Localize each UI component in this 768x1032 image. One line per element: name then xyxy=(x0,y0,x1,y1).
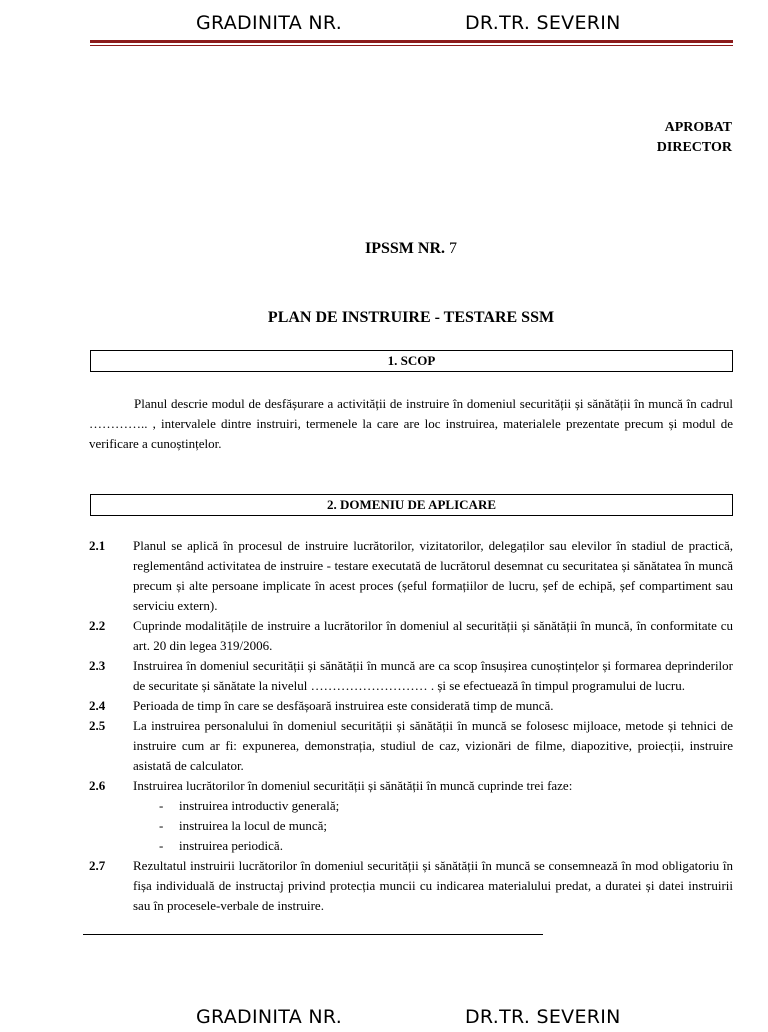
page-footer xyxy=(0,1006,768,1032)
header-rule-thick xyxy=(90,40,733,43)
scope-paragraph: Planul descrie modul de desfășurare a activității de instruire în domeniul securității și sănătății în muncă în cadrul ………….. , intervalele dintre instruiri, termenele la care are loc instruirea, materialele prezentate precum și modul de verificare a cunoștințelor. xyxy=(89,396,733,451)
phase-text: instruirea periodică. xyxy=(179,838,283,853)
footer-city: DR.TR. SEVERIN xyxy=(465,1006,621,1028)
item-text: Perioada de timp în care se desfășoară instruirea este considerată timp de muncă. xyxy=(133,698,554,713)
phase-dash: - xyxy=(159,838,164,853)
approval-role: DIRECTOR xyxy=(656,140,732,155)
page-header xyxy=(0,12,768,38)
item-number: 2.4 xyxy=(89,698,106,713)
header-city: DR.TR. SEVERIN xyxy=(465,12,621,34)
phase-text: instruirea introductiv generală; xyxy=(179,798,340,813)
footer-kindergarten-number: GRADINITA NR. xyxy=(196,1006,343,1028)
item-text: Rezultatul instruirii lucrătorilor în domeniul securității și sănătății în muncă se consemnează în mod obligatoriu în fișa individuală de instructaj privind protecția muncii cu indicarea materialului predat, a duratei și datei instruirii sau în procesele-verbale de instruire. xyxy=(133,858,733,913)
application-domain-list xyxy=(89,536,733,916)
item-number: 2.3 xyxy=(89,658,106,673)
item-number: 2.6 xyxy=(89,778,106,793)
list-item xyxy=(89,616,733,656)
item-text: Cuprinde modalitățile de instruire a lucrătorilor în domeniul al securității și sănătății în muncă, în conformitate cu art. 20 din legea 319/2006. xyxy=(133,618,733,653)
section-heading-scope: 1. SCOP xyxy=(90,350,733,372)
list-item xyxy=(89,536,733,616)
list-item xyxy=(89,696,733,716)
footnote-separator xyxy=(83,934,543,935)
item-number: 2.2 xyxy=(89,618,106,633)
document-number-label: IPSSM NR. xyxy=(364,240,445,257)
list-item xyxy=(89,776,733,796)
item-text: Planul se aplică în procesul de instruire lucrătorilor, vizitatorilor, delegaților sau elevilor în stadiul de practică, reglementând activitatea de instruire - testare executată de lucrătorul desemnat cu securitatea și sănătatea în muncă precum și alte persoane implicate în acest proces (șeful formațiilor de lucru, șef de echipă, șef compartiment sau serviciu extern). xyxy=(133,538,733,613)
phase-item xyxy=(89,816,733,836)
item-text: Instruirea lucrătorilor în domeniul securității și sănătății în muncă cuprinde trei faze: xyxy=(133,778,573,793)
phase-dash: - xyxy=(159,818,164,833)
item-number: 2.7 xyxy=(89,858,106,873)
item-text: Instruirea în domeniul securității și sănătății în muncă are ca scop însușirea cunoștințelor și formarea deprinderilor de securitate și sănătate la nivelul ……………………… . și se efectuează în timpul programului de lucru. xyxy=(133,658,733,693)
section-heading-domain: 2. DOMENIU DE APLICARE xyxy=(90,494,733,516)
document-number xyxy=(0,240,768,258)
phase-item xyxy=(89,796,733,816)
header-rule-thin xyxy=(90,45,733,46)
list-item xyxy=(89,656,733,696)
list-item xyxy=(89,716,733,776)
list-item xyxy=(89,856,733,916)
item-text: La instruirea personalului în domeniul securității și sănătății în muncă se folosesc mijloace, metode și tehnici de instruire cum ar fi: expunerea, demonstrația, studiul de caz, vizionări de filme, diapozitive, proiecții, instruire asistată de calculator. xyxy=(133,718,733,773)
item-number: 2.5 xyxy=(89,718,106,733)
item-number: 2.1 xyxy=(89,538,106,553)
phase-item xyxy=(89,836,733,856)
approval-block xyxy=(657,118,732,158)
document-title: PLAN DE INSTRUIRE - TESTARE SSM xyxy=(267,309,555,326)
phase-dash: - xyxy=(159,798,164,813)
document-number-value: 7 xyxy=(449,240,457,257)
header-kindergarten-number: GRADINITA NR. xyxy=(196,12,343,34)
phase-text: instruirea la locul de muncă; xyxy=(179,818,328,833)
approval-label: APROBAT xyxy=(664,120,732,135)
